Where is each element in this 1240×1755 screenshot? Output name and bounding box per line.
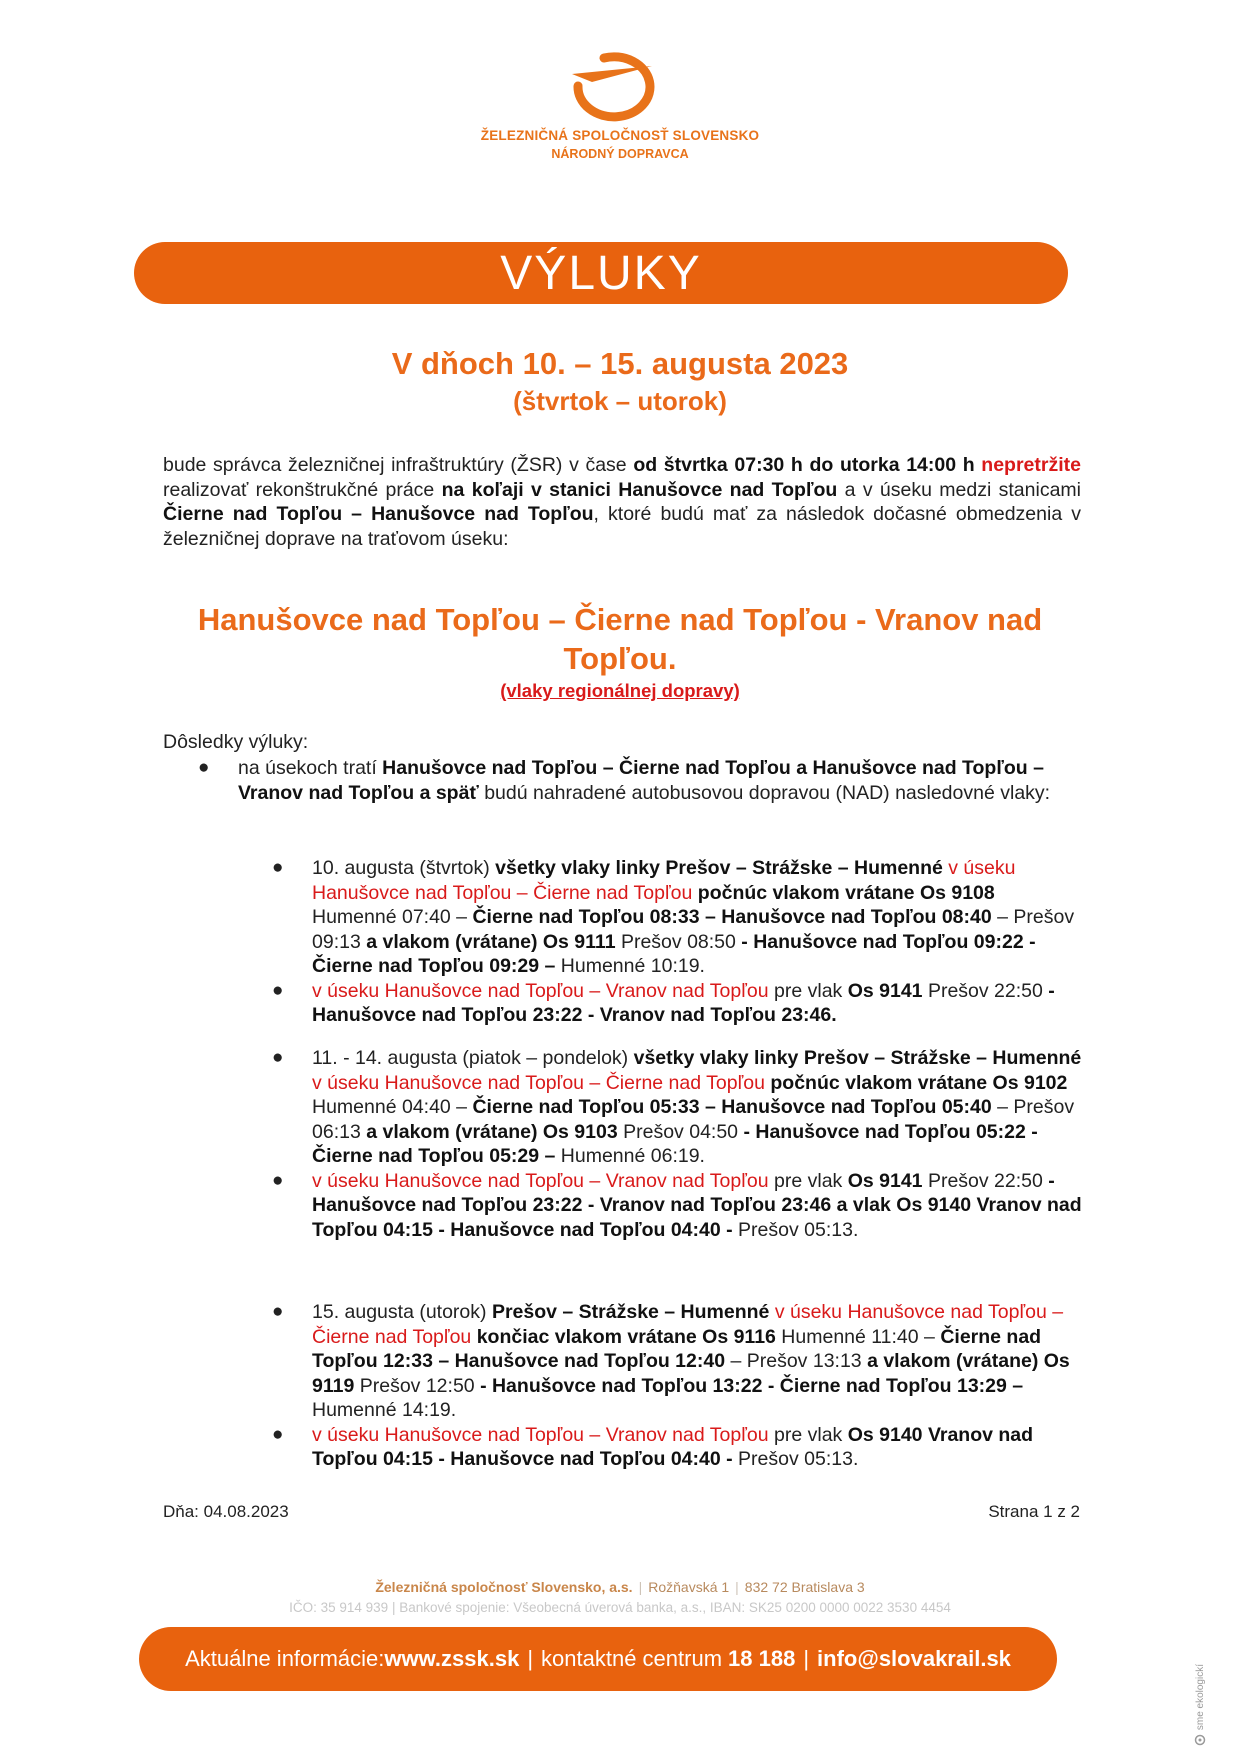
contact-label: kontaktné centrum (541, 1646, 723, 1671)
website-link[interactable]: www.zssk.sk (384, 1646, 520, 1671)
intro-time-range: od štvrtka 07:30 h do utorka 14:00 h (633, 454, 975, 476)
item-text: pre vlak (768, 1423, 848, 1446)
company-address (0, 1579, 1240, 1595)
train-number: Os 9141 (847, 1169, 923, 1192)
time-text: Prešov 05:13. (732, 1448, 859, 1470)
section-name: v úseku Hanušovce nad Topľou – Čierne nad Topľou (312, 857, 1016, 904)
time-text: – Prešov 13:13 (725, 1350, 868, 1372)
consequences-label: Dôsledky výluky: (163, 731, 309, 753)
contact-banner (139, 1627, 1057, 1691)
bullet-icon: ● (198, 757, 210, 778)
train-text: Os 9140 Vranov nad Topľou 04:15 - Hanušovce nad Topľou 04:40 - (312, 1423, 1034, 1470)
train-text: - Hanušovce nad Topľou 23:22 - Vranov nad Topľou 23:46 a vlak Os 9140 Vranov nad Topľou 04:15 - Hanušovce nad Topľou 04:40 - (312, 1169, 1082, 1241)
bullet-icon: ● (272, 1047, 284, 1068)
list-item (270, 979, 1082, 1028)
eco-text: sme ekologickí (1194, 1663, 1206, 1730)
logo-company-name: ŽELEZNIČNÁ SPOLOČNOSŤ SLOVENSKO (480, 128, 760, 143)
intro-text: , ktoré budú mať za následok dočasné obmedzenia v železničnej doprave na traťovom úseku: (163, 503, 1081, 550)
list-item (270, 1300, 1082, 1423)
recycle-icon (1194, 1734, 1206, 1746)
eco-badge (1190, 1628, 1210, 1746)
separator: | (735, 1579, 739, 1595)
train-text: a vlakom (vrátane) Os 9119 (312, 1350, 1070, 1397)
time-text: Prešov 22:50 (922, 979, 1049, 1002)
day3-list (270, 1300, 1082, 1472)
intro-text: a v úseku medzi stanicami (837, 478, 1082, 501)
separator: | (527, 1646, 534, 1671)
train-text: a vlakom (vrátane) Os 9111 (366, 930, 616, 953)
section-name: v úseku Hanušovce nad Topľou – Vranov nad Topľou (312, 979, 769, 1002)
list-item (196, 756, 1076, 805)
bullet-icon: ● (272, 1169, 284, 1191)
train-text: - Hanušovce nad Topľou 09:22 - Čierne nad Topľou 09:29 – (312, 930, 1036, 977)
separator: | (638, 1579, 643, 1595)
train-text: Čierne nad Topľou 05:33 – Hanušovce nad Topľou 05:40 (472, 1096, 992, 1118)
time-text: Humenné 14:19. (312, 1399, 457, 1421)
intro-section: Čierne nad Topľou – Hanušovce nad Topľou (163, 503, 594, 525)
list-item (270, 1423, 1082, 1472)
time-text: Prešov 12:50 (354, 1374, 481, 1397)
company-street: Rožňavská 1 (648, 1579, 730, 1595)
train-text: počnúc vlakom vrátane Os 9102 (764, 1071, 1068, 1094)
company-name: Železničná spoločnosť Slovensko, a.s. (375, 1579, 633, 1595)
intro-text: realizovať rekonštrukčné práce (163, 478, 442, 501)
time-text: – Prešov 09:13 (312, 906, 1075, 953)
list-item (270, 1046, 1082, 1169)
line-name: všetky vlaky linky Prešov – Strážske – Humenné (495, 857, 943, 879)
section-name: v úseku Hanušovce nad Topľou – Čierne nad Topľou (312, 1071, 765, 1094)
bullet-icon: ● (272, 1301, 284, 1322)
day-date: 10. augusta (štvrtok) (312, 857, 496, 879)
consequences-list (196, 756, 1076, 805)
zssk-logo (0, 52, 1240, 161)
date-title: V dňoch 10. – 15. augusta 2023 (391, 346, 849, 381)
time-text: Humenné 04:40 – (312, 1096, 473, 1118)
email-link[interactable]: info@slovakrail.sk (817, 1646, 1011, 1671)
intro-continuous: nepretržite (981, 454, 1081, 476)
item-text: pre vlak (768, 1169, 848, 1192)
train-text: počnúc vlakom vrátane Os 9108 (692, 881, 995, 904)
bullet-icon: ● (272, 1423, 284, 1445)
route-subtitle: (vlaky regionálnej dopravy) (500, 680, 740, 701)
info-label: Aktuálne informácie: (185, 1646, 385, 1671)
bullet-icon: ● (272, 857, 284, 878)
day2-list (270, 1046, 1082, 1242)
time-text: – Prešov 06:13 (312, 1096, 1075, 1143)
intro-location: na koľaji v stanici Hanušovce nad Topľou (441, 478, 838, 501)
item-text: na úsekoch tratí (238, 757, 383, 779)
list-item (270, 856, 1082, 979)
route-title: Hanušovce nad Topľou – Čierne nad Topľou - Vranov nad Topľou. (197, 602, 1043, 676)
time-text: Humenné 11:40 – (775, 1325, 941, 1348)
line-name: všetky vlaky linky Prešov – Strážske – Humenné (633, 1047, 1082, 1069)
time-text: Humenné 07:40 – (312, 906, 473, 928)
time-text: Prešov 08:50 (615, 930, 742, 953)
train-text: a vlakom (vrátane) Os 9103 (366, 1120, 618, 1143)
train-text: - Hanušovce nad Topľou 23:22 - Vranov nad Topľou 23:46. (312, 979, 1055, 1026)
date-subtitle: (štvrtok – utorok) (513, 386, 727, 416)
title-banner (134, 242, 1068, 304)
list-item (270, 1169, 1082, 1243)
time-text: Prešov 05:13. (732, 1218, 859, 1241)
banner-title: VÝLUKY (500, 246, 702, 300)
train-number: Os 9141 (847, 979, 923, 1002)
day-date: 15. augusta (utorok) (312, 1301, 492, 1323)
train-text: Čierne nad Topľou 12:33 – Hanušovce nad Topľou 12:40 (312, 1325, 1042, 1372)
item-text: budú nahradené autobusovou dopravou (NAD) nasledovné vlaky: (478, 781, 1051, 804)
intro-text: bude správca železničnej infraštruktúry (ŽSR) v čase (163, 454, 634, 476)
item-text: pre vlak (768, 979, 848, 1002)
line-name: Prešov – Strážske – Humenné (491, 1301, 770, 1323)
bullet-icon: ● (272, 979, 284, 1001)
company-city: 832 72 Bratislava 3 (744, 1579, 865, 1595)
item-sections: Hanušovce nad Topľou – Čierne nad Topľou a Hanušovce nad Topľou – Vranov nad Topľou a späť (238, 757, 1044, 804)
train-text: - Hanušovce nad Topľou 05:22 - Čierne nad Topľou 05:29 – (312, 1120, 1038, 1167)
logo-tagline: NÁRODNÝ DOPRAVCA (551, 147, 689, 161)
zssk-circle-logo-icon (564, 52, 676, 122)
time-text: Humenné 06:19. (555, 1145, 705, 1167)
section-name: v úseku Hanušovce nad Topľou – Čierne nad Topľou (312, 1301, 1064, 1348)
section-name: v úseku Hanušovce nad Topľou – Vranov nad Topľou (312, 1423, 769, 1446)
day-date: 11. - 14. augusta (piatok – pondelok) (312, 1047, 634, 1069)
intro-paragraph (163, 453, 1081, 551)
issue-date: Dňa: 04.08.2023 (163, 1502, 289, 1521)
phone-number: 18 188 (728, 1646, 796, 1671)
train-text: Čierne nad Topľou 08:33 – Hanušovce nad Topľou 08:40 (472, 906, 992, 928)
time-text: Prešov 22:50 (922, 1169, 1049, 1192)
time-text: Prešov 04:50 (617, 1120, 744, 1143)
time-text: Humenné 10:19. (555, 955, 705, 977)
day1-list (270, 856, 1082, 1028)
train-text: - Hanušovce nad Topľou 13:22 - Čierne nad Topľou 13:29 – (480, 1374, 1024, 1397)
train-text: končiac vlakom vrátane Os 9116 (471, 1325, 776, 1348)
section-name: v úseku Hanušovce nad Topľou – Vranov nad Topľou (312, 1169, 769, 1192)
page-number: Strana 1 z 2 (988, 1502, 1080, 1521)
separator: | (803, 1646, 810, 1671)
bank-details: IČO: 35 914 939 | Bankové spojenie: Všeobecná úverová banka, a.s., IBAN: SK25 0200 0000 0022 3530 4454 (289, 1600, 951, 1615)
